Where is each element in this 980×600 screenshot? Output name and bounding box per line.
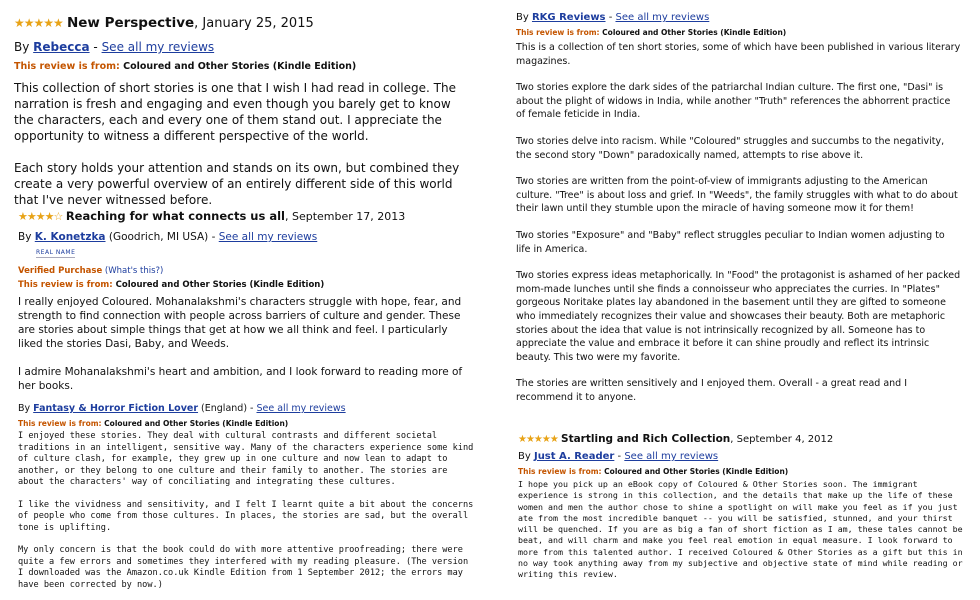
real-name-badge-row [36,245,474,258]
star-rating-icon: ★★★★★ [518,434,558,445]
separator: - [89,40,102,54]
verified-purchase [18,265,474,277]
author-link[interactable]: Fantasy & Horror Fiction Lover [33,403,199,414]
by-label: By [14,40,34,54]
byline [18,402,474,416]
left-column [0,0,480,600]
separator: - [247,403,257,414]
review-source [18,418,474,429]
review-fantasy-horror [18,402,474,591]
review-body [518,479,966,581]
review-header [518,432,968,447]
review-paragraph: The stories are written sensitively and I enjoyed them. Overall - a great read and I recommend it to anyone. [516,378,908,403]
by-label: By [18,231,35,243]
review-from-item: Coloured and Other Stories (Kindle Edition) [101,419,289,428]
real-name-badge: REAL NAME [36,249,76,256]
byline [516,10,966,25]
review-header [18,208,474,225]
star-rating-icon: ★★★★★ [14,16,63,30]
review-paragraph: Two stories explore the dark sides of the patriarchal Indian culture. The first one, "Dasi" is about the plight of widows in India, while another "Truth" references the abhorrent practice of female feticide in India. [516,82,951,121]
see-all-reviews-link[interactable]: See all my reviews [101,40,215,54]
review-date: , September 17, 2013 [284,210,406,223]
author-link[interactable]: Rebecca [33,40,90,54]
review-title: Reaching for what connects us all [65,209,285,223]
review-title: New Perspective [66,15,195,31]
review-paragraph: This is a collection of ten short stories, some of which have been published in various literary magazines. [516,42,961,67]
review-paragraph: This collection of short stories is one that I wish I had read in college. The narration is fresh and engaging and even though you barely get to know the characters, each and every one of them stand out. I appreciate the opportunity to witness a different perspective of the world. [14,81,456,143]
review-source [18,279,474,291]
review-paragraph: Two stories "Exposure" and "Baby" reflect struggles peculiar to Indian women adjusting to life in America. [516,229,945,255]
review-date: , January 25, 2015 [194,16,314,31]
review-from-item: Coloured and Other Stories (Kindle Edition) [599,28,787,37]
review-new-perspective [14,14,474,208]
review-paragraph: My only concern is that the book could do with more attentive proofreading; there were quite a few errors and sometimes they interfered with my reading pleasure. (The version I downloaded was the Amazon.co.uk Kindle Edition from 1 September 2012; the errors may have been corrected by now.) [18,545,469,590]
review-from-item: Coloured and Other Stories (Kindle Edition) [112,280,325,290]
review-paragraph: I really enjoyed Coloured. Mohanalakshmi's characters struggle with hope, fear, and strength to find connection with people across barriers of culture and gender. These are stories about simple things that get at how we all think and feel. I particularly liked the stories Dasi, Baby, and Weeds. [18,296,462,350]
review-from-label: This review is from: [518,467,602,476]
separator: - [605,12,616,23]
separator: - [208,231,219,243]
byline [14,39,474,56]
review-body [516,41,961,404]
review-from-label: This review is from: [516,28,600,37]
review-from-label: This review is from: [18,419,102,428]
review-from-label: This review is from: [18,280,113,290]
review-paragraph: I enjoyed these stories. They deal with cultural contrasts and different societal traditions in an intelligent, sensitive way. Many of the characters experience some kind of culture clash, for example, they grew up in one culture and now lean to adapt to another, or they belong to one culture and their family to another. The stories are about the characters' way of conciliating and integrating these cultures. [18,431,474,487]
review-paragraph: Two stories are written from the point-of-view of immigrants adjusting to the American culture. "Tree" is about loss and grief. In "Weeds", the family struggles with what to do about their lawn until they stumble upon the miracle of having someone mow it for them! [516,176,958,215]
review-body [18,431,474,591]
review-body [18,295,474,393]
see-all-reviews-link[interactable]: See all my reviews [615,12,710,23]
review-source [14,60,474,73]
separator: - [614,451,625,462]
review-reaching [18,208,474,393]
review-date: , September 4, 2012 [730,434,834,445]
review-rkg [516,10,966,404]
review-source [516,27,966,38]
verified-purchase-label: Verified Purchase [18,266,103,276]
author-location: (England) [198,403,248,414]
review-paragraph: I hope you pick up an eBook copy of Coloured & Other Stories soon. The immigrant experience is strong in this collection, and the details that make up the life of these women and men the author chose to shine a spotlight on will make you feel as if you just ate from the most incredible banquet -- you will be satisfied, stunned, and your thirst will be quenched. If you are as big a fan of short fiction as I am, these tales cannot be beat, and will charm and make you feel real emotion in equal measure. I look forward to more from this talented author. I received Coloured & Other Stories as a gift but this in no way took anything away from my subjective and objective state of mind while reading or writing this review. [518,479,963,580]
see-all-reviews-link[interactable]: See all my reviews [256,403,346,414]
author-link[interactable]: Just A. Reader [533,451,615,462]
review-startling [518,432,968,581]
review-paragraph: Two stories delve into racism. While "Coloured" struggles and succumbs to the negativity, the second story "Down" paradoxically named, attempts to rise above it. [516,135,945,161]
review-paragraph: I admire Mohanalakshmi's heart and ambition, and I look forward to reading more of her books. [18,366,463,392]
right-column [500,0,980,600]
author-link[interactable]: RKG Reviews [531,12,606,23]
by-label: By [516,12,532,23]
by-label: By [18,403,34,414]
review-header [14,14,474,33]
whats-this-link[interactable]: (What's this?) [102,266,164,276]
see-all-reviews-link[interactable]: See all my reviews [218,231,318,243]
review-paragraph: I like the vividness and sensitivity, and I felt I learnt quite a bit about the concerns of people who come from those cultures. In places, the stories are sad, but the overall tone is uplifting. [18,499,474,533]
review-body [14,80,472,208]
see-all-reviews-link[interactable]: See all my reviews [624,451,719,462]
byline [18,230,474,245]
review-title: Startling and Rich Collection [561,433,731,445]
review-from-item: Coloured and Other Stories (Kindle Edition) [601,467,789,476]
author-link[interactable]: K. Konetzka [34,231,106,243]
review-from-item: Coloured and Other Stories (Kindle Edition) [119,61,357,72]
review-source [518,466,968,477]
author-location: (Goodrich, MI USA) [105,231,209,243]
byline [518,450,968,464]
review-paragraph: Two stories express ideas metaphorically. In "Food" the protagonist is ashamed of her packed mom-made lunches until she finds a connoisseur who appreciates the curries. In "Plates" gorgeous Noritake plates lay abandoned in the basement until they are gifted to someone who immediately recognizes their value and showcases their beauty. Both are metaphoric stories about the idea that value is not intrinsically recognized by all. Someone has to appreciate the value and embrace it before it can shine proudly and reflect its intrinsic beauty. This two were my favorite. [516,270,961,363]
by-label: By [518,451,534,462]
review-from-label: This review is from: [14,61,120,72]
review-paragraph: Each story holds your attention and stands on its own, but combined they create a very powerful overview of an entirely different side of this world that I've never witnessed before. [14,161,460,207]
star-rating-icon: ★★★★☆ [18,210,63,223]
